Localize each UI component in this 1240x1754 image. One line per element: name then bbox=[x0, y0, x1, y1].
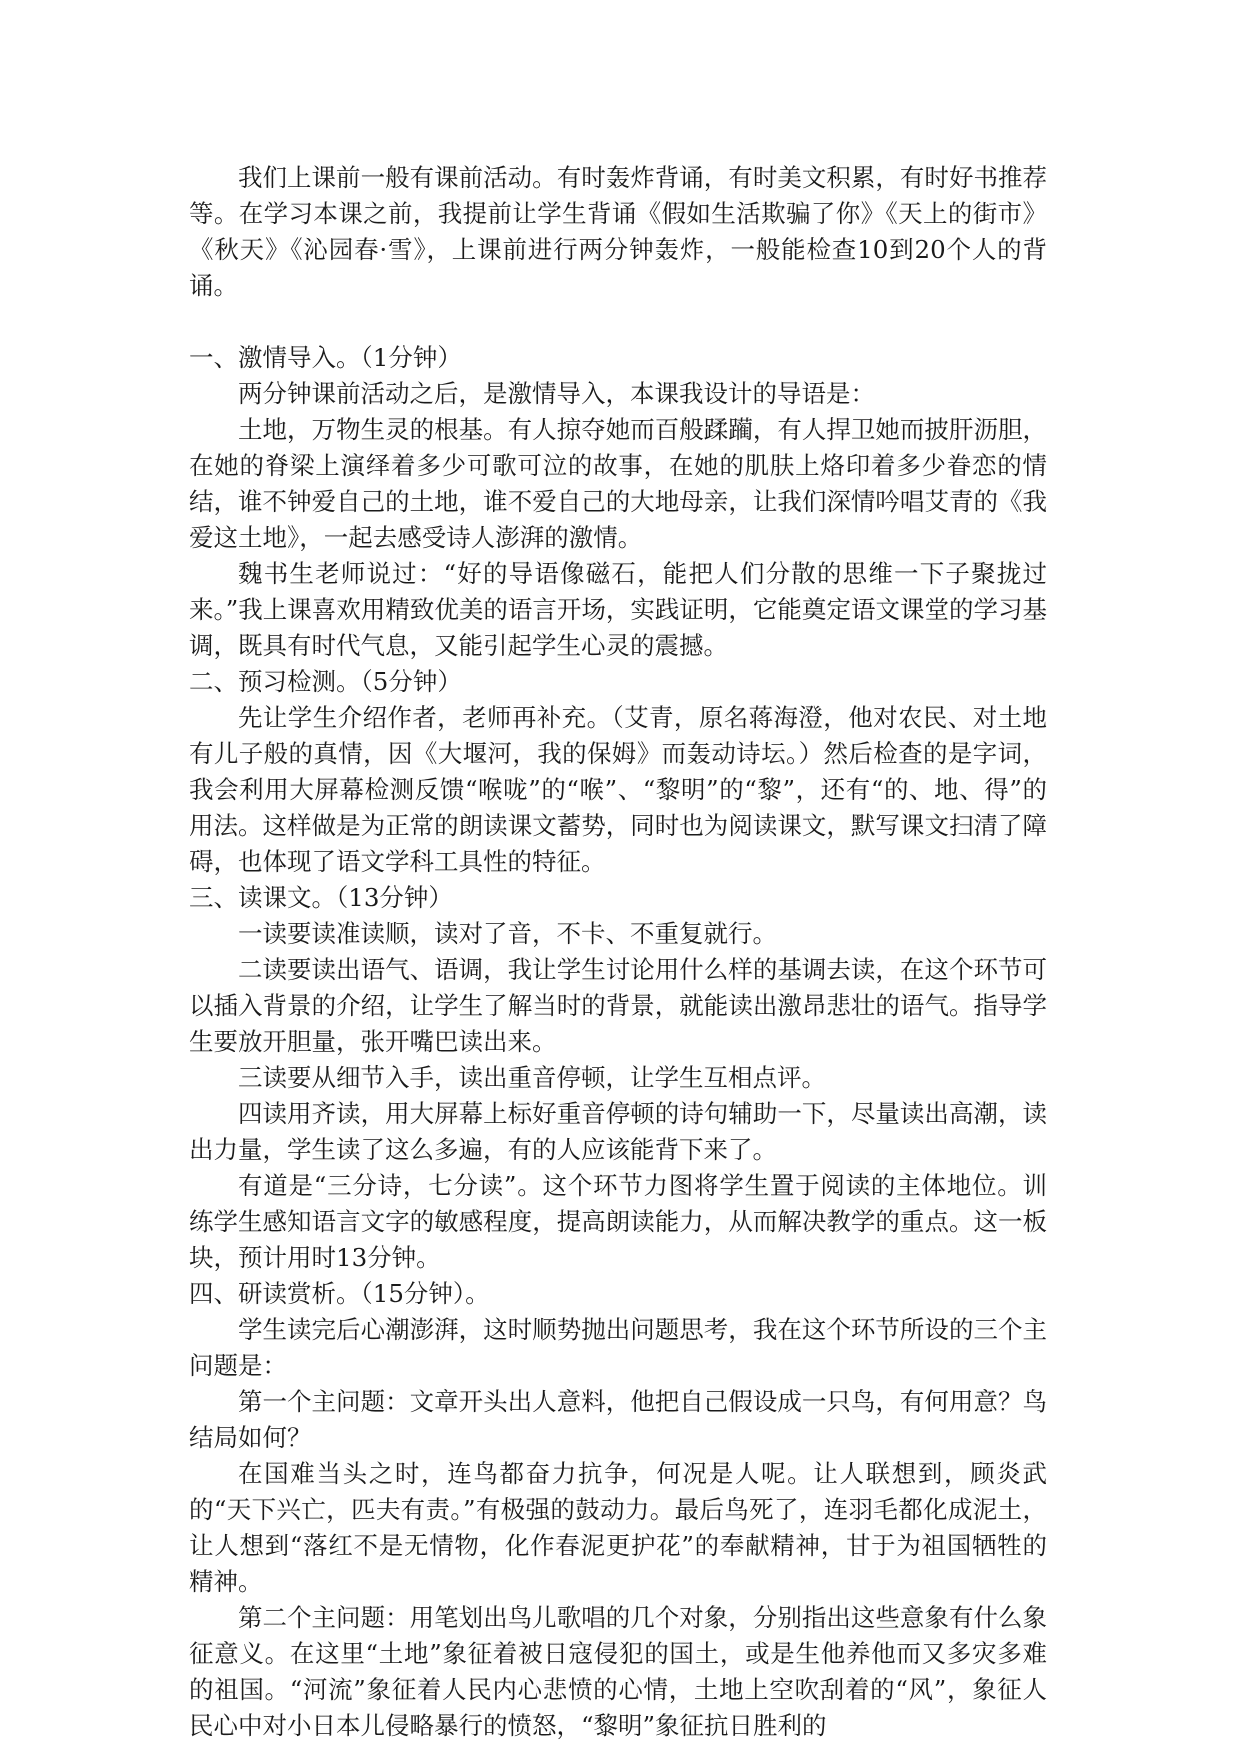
document-page bbox=[189, 160, 1047, 1744]
section-4-paragraph-1: 学生读完后心潮澎湃，这时顺势抛出问题思考，我在这个环节所设的三个主问题是： bbox=[189, 1315, 1047, 1380]
section-4-heading: 四、研读赏析。（15分钟）。 bbox=[189, 1279, 490, 1308]
section-4-paragraph-3: 在国难当头之时，连鸟都奋力抗争，何况是人呢。让人联想到，顾炎武的“天下兴亡，匹夫有责。”有极强的鼓动力。最后鸟死了，连羽毛都化成泥土，让人想到“落红不是无情物，化作春泥更护花”的奉献精神，甘于为祖国牺牲的精神。 bbox=[189, 1459, 1047, 1596]
section-1-heading: 一、激情导入。（1分钟） bbox=[189, 343, 462, 372]
section-3-paragraph-1: 一读要读准读顺，读对了音，不卡、不重复就行。 bbox=[238, 919, 777, 948]
blank-line bbox=[189, 304, 1047, 340]
section-3-paragraph-3: 三读要从细节入手，读出重音停顿，让学生互相点评。 bbox=[238, 1063, 826, 1092]
section-3-paragraph-5: 有道是“三分诗，七分读”。这个环节力图将学生置于阅读的主体地位。训练学生感知语言文字的敏感程度，提高朗读能力，从而解决教学的重点。这一板块，预计用时13分钟。 bbox=[189, 1171, 1047, 1272]
intro-paragraph: 我们上课前一般有课前活动。有时轰炸背诵，有时美文积累，有时好书推荐等。在学习本课之前，我提前让学生背诵《假如生活欺骗了你》《天上的街市》《秋天》《沁园春·雪》，上课前进行两分钟轰炸，一般能检查10到20个人的背诵。 bbox=[189, 163, 1047, 300]
section-2-heading: 二、预习检测。（5分钟） bbox=[189, 667, 462, 696]
section-4-paragraph-4: 第二个主问题：用笔划出鸟儿歌唱的几个对象，分别指出这些意象有什么象征意义。在这里“土地”象征着被日寇侵犯的国土，或是生他养他而又多灾多难的祖国。“河流”象征着人民内心悲愤的心情，土地上空吹刮着的“风”，象征人民心中对小日本儿侵略暴行的愤怒，“黎明”象征抗日胜利的 bbox=[189, 1603, 1047, 1740]
section-1-paragraph-3: 魏书生老师说过：“好的导语像磁石，能把人们分散的思维一下子聚拢过来。”我上课喜欢用精致优美的语言开场，实践证明，它能奠定语文课堂的学习基调，既具有时代气息，又能引起学生心灵的震撼。 bbox=[189, 559, 1047, 660]
section-1-paragraph-1: 两分钟课前活动之后，是激情导入，本课我设计的导语是： bbox=[238, 379, 875, 408]
section-2-paragraph-1: 先让学生介绍作者，老师再补充。（艾青，原名蒋海澄，他对农民、对土地有儿子般的真情，因《大堰河，我的保姆》而轰动诗坛。）然后检查的是字词，我会利用大屏幕检测反馈“喉咙”的“喉”、“黎明”的“黎”，还有“的、地、得”的用法。这样做是为正常的朗读课文蓄势，同时也为阅读课文，默写课文扫清了障碍，也体现了语文学科工具性的特征。 bbox=[189, 703, 1047, 876]
section-3-paragraph-2: 二读要读出语气、语调，我让学生讨论用什么样的基调去读，在这个环节可以插入背景的介绍，让学生了解当时的背景，就能读出激昂悲壮的语气。指导学生要放开胆量，张开嘴巴读出来。 bbox=[189, 955, 1047, 1056]
section-1-paragraph-2: 土地，万物生灵的根基。有人掠夺她而百般蹂躏，有人捍卫她而披肝沥胆，在她的脊梁上演绎着多少可歌可泣的故事，在她的肌肤上烙印着多少眷恋的情结，谁不钟爱自己的土地，谁不爱自己的大地母亲，让我们深情吟唱艾青的《我爱这土地》，一起去感受诗人澎湃的激情。 bbox=[189, 415, 1047, 552]
section-3-heading: 三、读课文。（13分钟） bbox=[189, 883, 453, 912]
section-4-paragraph-2: 第一个主问题：文章开头出人意料，他把自己假设成一只鸟，有何用意？鸟结局如何？ bbox=[189, 1387, 1047, 1452]
section-3-paragraph-4: 四读用齐读，用大屏幕上标好重音停顿的诗句辅助一下，尽量读出高潮，读出力量，学生读了这么多遍，有的人应该能背下来了。 bbox=[189, 1099, 1047, 1164]
